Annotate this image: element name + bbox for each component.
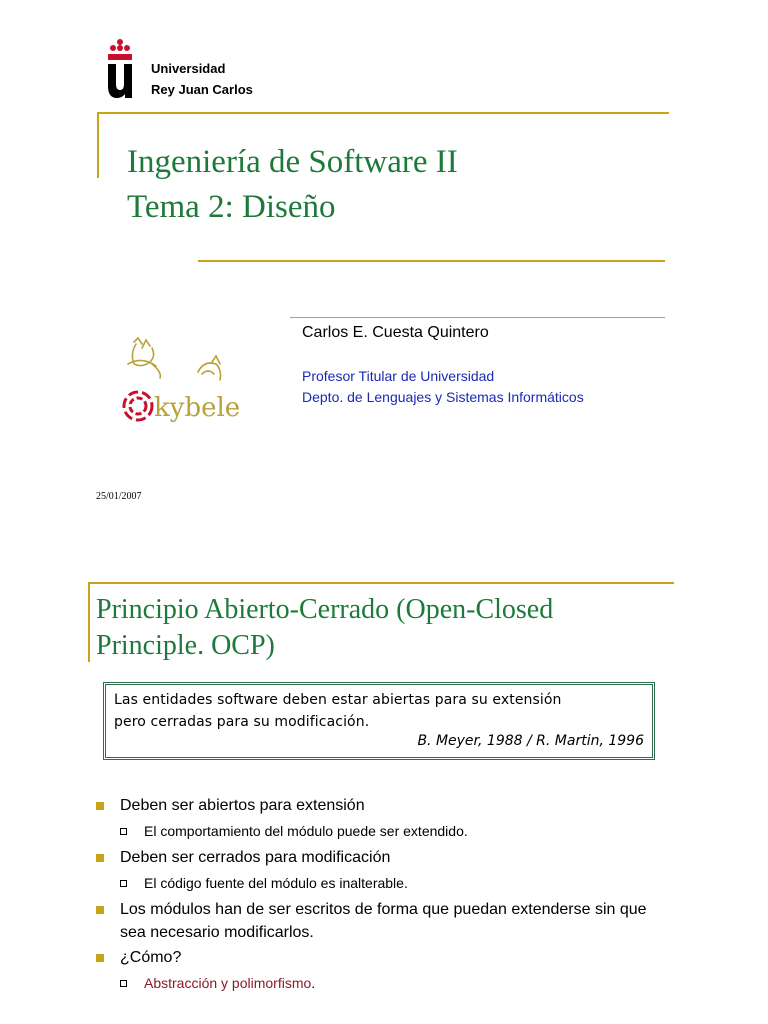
bullet-item	[96, 898, 676, 944]
quote-line1: Las entidades software deben estar abiertas para su extensión	[114, 692, 562, 708]
sub-bullet-suffix: .	[311, 975, 316, 991]
slide-date: 25/01/2007	[96, 491, 142, 502]
author-name: Carlos E. Cuesta Quintero	[302, 324, 489, 341]
quote-line2: pero cerradas para su modificación.	[114, 714, 370, 730]
author-role: Profesor Titular de Universidad	[302, 368, 495, 384]
sub-bullet-item	[96, 872, 676, 894]
square-bullet-icon	[96, 906, 104, 914]
university-line1: Universidad	[151, 61, 226, 76]
bullet-text: ¿Cómo?	[120, 949, 182, 966]
university-line2: Rey Juan Carlos	[151, 82, 253, 97]
hollow-square-bullet-icon	[120, 880, 127, 887]
title-bottom-rule	[198, 260, 665, 262]
highlighted-sub-bullet-text: Abstracción y polimorfismo	[144, 975, 312, 991]
square-bullet-icon	[96, 954, 104, 962]
kybele-wordmark: kybele	[154, 393, 240, 423]
title-top-rule	[97, 112, 669, 114]
sub-bullet-text: El código fuente del módulo es inalterable.	[144, 875, 408, 891]
quote-box	[103, 682, 655, 760]
bullet-text: Deben ser cerrados para modificación	[120, 849, 391, 866]
hollow-square-bullet-icon	[120, 828, 127, 835]
quote-attribution: B. Meyer, 1988 / R. Martin, 1996	[417, 733, 644, 749]
bullet-text: Deben ser abiertos para extensión	[120, 797, 365, 814]
slide-title-line2: Tema 2: Diseño	[127, 189, 336, 225]
bullet-item	[96, 846, 676, 869]
urjc-logo-icon	[104, 38, 136, 98]
hollow-square-bullet-icon	[120, 980, 127, 987]
bullet-item	[96, 794, 676, 817]
sub-bullet-item	[96, 820, 676, 842]
slide2-side-rule	[88, 582, 90, 662]
bullet-item	[96, 946, 676, 969]
slide2-top-rule	[88, 582, 674, 584]
sub-bullet-item	[96, 972, 676, 994]
slide-separator	[0, 560, 768, 564]
title-side-rule	[97, 112, 99, 178]
square-bullet-icon	[96, 854, 104, 862]
university-name	[151, 58, 253, 100]
author-rule	[290, 317, 665, 318]
sub-bullet-text: El comportamiento del módulo puede ser extendido.	[144, 823, 468, 839]
slide2-title: Principio Abierto-Cerrado (Open-Closed Principle. OCP)	[96, 594, 554, 661]
author-department: Depto. de Lenguajes y Sistemas Informáticos	[302, 389, 584, 405]
bullet-list	[96, 794, 676, 998]
square-bullet-icon	[96, 802, 104, 810]
bullet-text: Los módulos han de ser escritos de forma que puedan extenderse sin que sea necesario modificarlos.	[120, 901, 647, 941]
kybele-logo-icon	[112, 334, 240, 430]
slide-title-line1: Ingeniería de Software II	[127, 144, 458, 180]
